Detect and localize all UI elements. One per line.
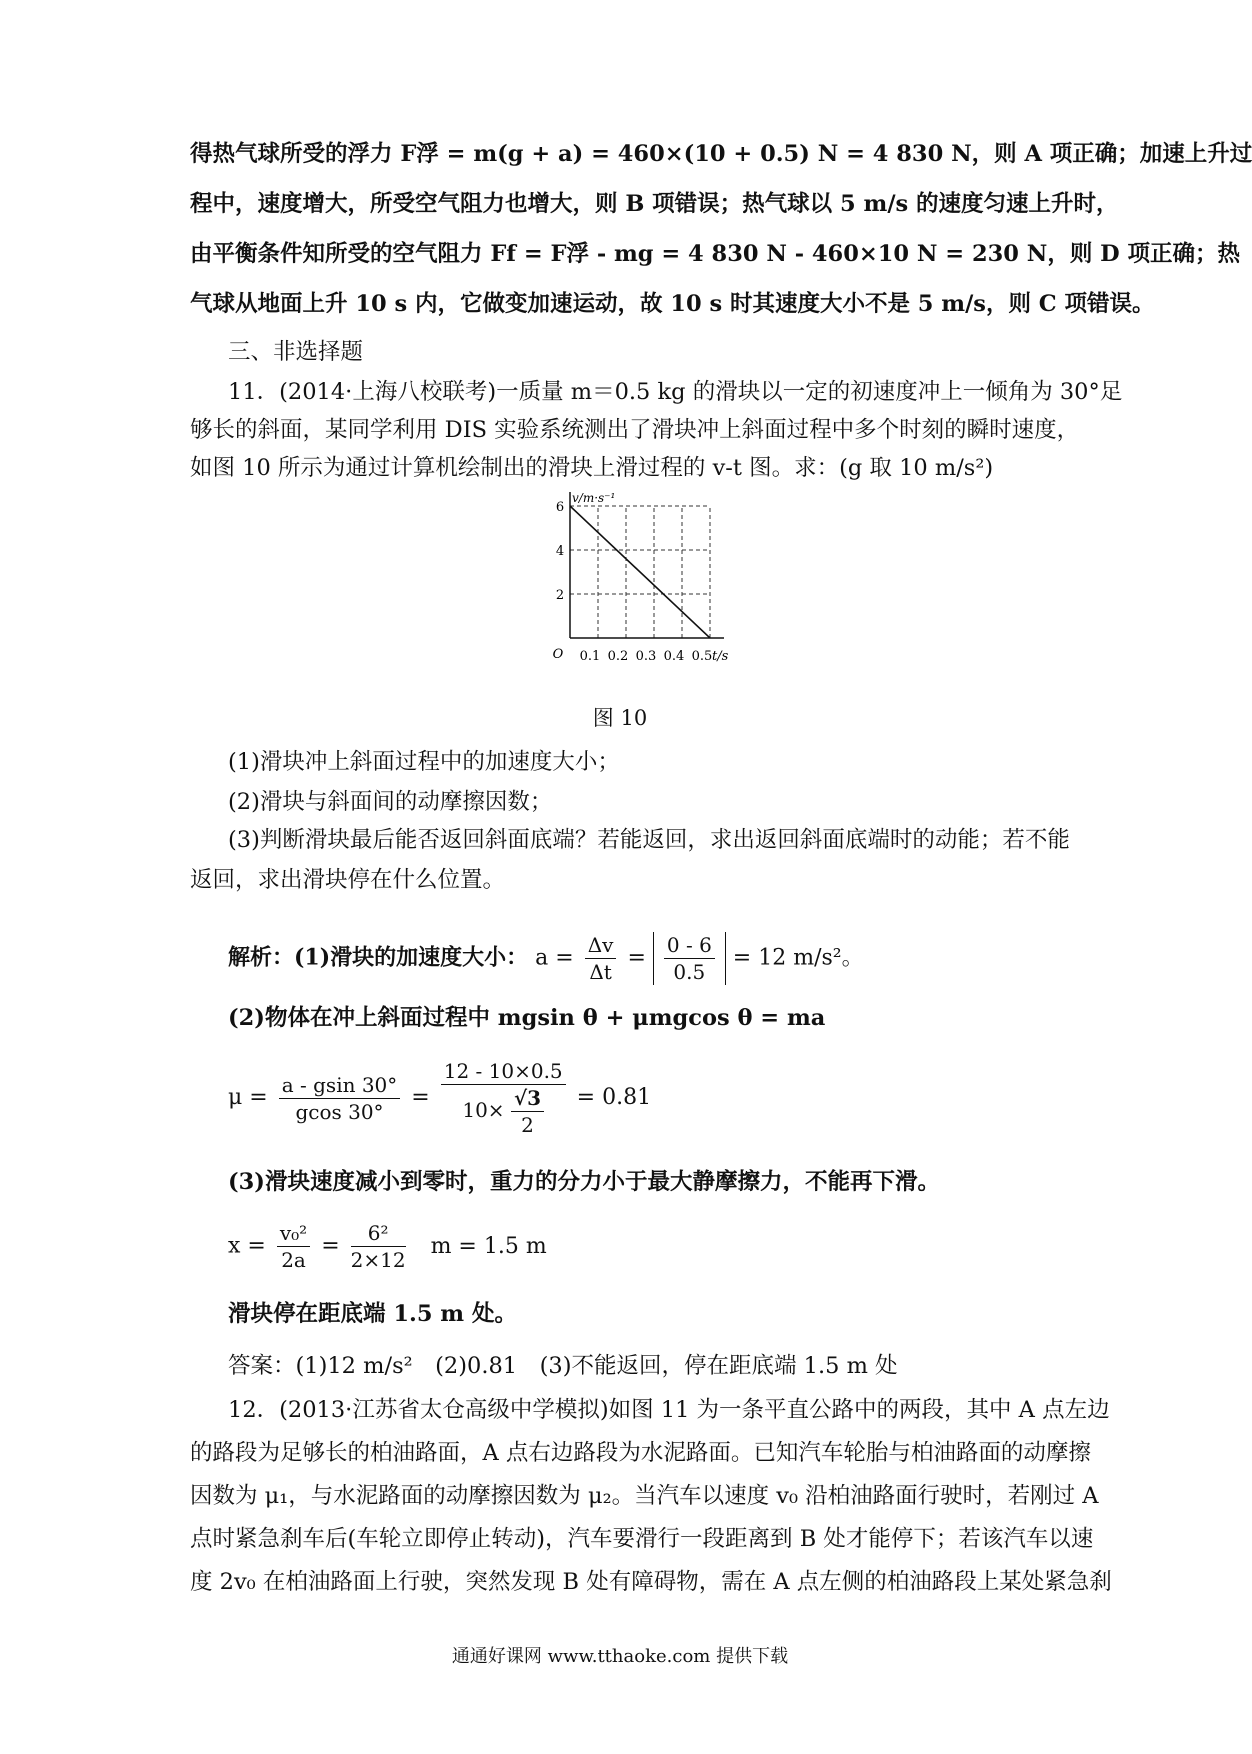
- equals-sign: =: [411, 1085, 430, 1110]
- fraction: [351, 1220, 406, 1273]
- fraction-numerator: 0 - 6: [664, 932, 715, 959]
- question-12-line: 度 2v₀ 在柏油路面上行驶，突然发现 B 处有障碍物，需在 A 点左侧的柏油路段上某处紧急刹: [190, 1569, 1112, 1595]
- solution-label: 解析：(1)滑块的加速度大小：: [228, 944, 529, 971]
- fraction: [664, 932, 715, 985]
- paragraph-line: 程中，速度增大，所受空气阻力也增大，则 B 项错误；热气球以 5 m/s 的速度匀速上升时，: [190, 191, 1119, 217]
- x-tick-label: 0.1: [579, 649, 601, 664]
- equation-result: = 0.81: [576, 1085, 652, 1110]
- absolute-value: [653, 932, 726, 985]
- y-tick-label: 2: [555, 588, 565, 603]
- page-footer: 通通好课网 www.tthaoke.com 提供下载: [451, 1646, 789, 1667]
- fraction-numerator: a - gsin 30°: [279, 1072, 401, 1099]
- equals-sign: =: [627, 945, 646, 971]
- question-11-line: 够长的斜面，某同学利用 DIS 实验系统测出了滑块冲上斜面过程中多个时刻的瞬时速度，: [190, 417, 1080, 443]
- equation-result: m = 1.5 m: [430, 1233, 547, 1259]
- fraction: [277, 1220, 310, 1273]
- x-tick-label: 0.4: [663, 649, 685, 664]
- sub-question: (3)判断滑块最后能否返回斜面底端？若能返回，求出返回斜面底端时的动能；若不能: [228, 827, 1070, 853]
- question-12-line: 点时紧急刹车后(车轮立即停止转动)，汽车要滑行一段距离到 B 处才能停下；若该汽车以速: [190, 1526, 1094, 1552]
- fraction-numerator: Δv: [585, 932, 617, 959]
- paragraph-line: 气球从地面上升 10 s 内，它做变加速运动，故 10 s 时其速度大小不是 5 m/s，则 C 项错误。: [190, 291, 1155, 317]
- x-tick-label: 0.3: [635, 649, 657, 664]
- fraction: [585, 932, 617, 985]
- y-axis-label: v/m·s⁻¹: [572, 491, 616, 505]
- fraction-numerator: 12 - 10×0.5: [441, 1058, 566, 1085]
- fraction: [441, 1058, 566, 1138]
- vt-graph-figure: [540, 488, 740, 678]
- equals-sign: =: [321, 1233, 340, 1259]
- question-12-line: 因数为 μ₁，与水泥路面的动摩擦因数为 μ₂。当汽车以速度 v₀ 沿柏油路面行驶时，若刚过 A: [190, 1483, 1099, 1509]
- fraction-numerator: v₀²: [277, 1220, 310, 1247]
- fraction-denominator: Δt: [589, 960, 612, 984]
- solution-step-2: (2)物体在冲上斜面过程中 mgsin θ + μmgcos θ = ma: [228, 1005, 826, 1031]
- velocity-line: [570, 506, 710, 638]
- y-tick-label: 4: [555, 544, 565, 559]
- x-axis-label: t/s: [712, 649, 729, 664]
- equation-result: = 12 m/s²。: [732, 945, 864, 971]
- fraction-denominator: [441, 1085, 566, 1138]
- equation-lhs: a =: [535, 945, 574, 971]
- equation-lhs: μ =: [228, 1085, 268, 1110]
- denominator-factor: 10×: [462, 1098, 505, 1122]
- x-tick-label: 0.2: [607, 649, 629, 664]
- friction-coefficient-equation: [228, 1058, 651, 1138]
- sqrt-three: √3: [511, 1085, 544, 1112]
- fraction-denominator: 0.5: [673, 960, 706, 984]
- section-title: 三、非选择题: [228, 339, 364, 365]
- fraction-numerator: 6²: [351, 1220, 406, 1247]
- question-11-line: 如图 10 所示为通过计算机绘制出的滑块上滑过程的 v-t 图。求：(g 取 10 m/s²): [190, 455, 994, 481]
- fraction: [511, 1085, 544, 1138]
- x-tick-label: 0.5: [691, 649, 713, 664]
- solution-conclusion: 滑块停在距底端 1.5 m 处。: [228, 1301, 517, 1327]
- question-11-line: 11．(2014·上海八校联考)一质量 m＝0.5 kg 的滑块以一定的初速度冲上一倾角为 30°足: [228, 379, 1123, 405]
- equation-lhs: x =: [228, 1233, 266, 1259]
- paragraph-line: 得热气球所受的浮力 F浮 = m(g + a) = 460×(10 + 0.5) N = 4 830 N，则 A 项正确；加速上升过: [190, 141, 1252, 167]
- figure-caption: 图 10: [592, 706, 648, 730]
- origin-label: O: [552, 647, 564, 662]
- fraction-denominator: 2a: [281, 1248, 306, 1272]
- solution-step-1: [228, 932, 864, 985]
- solution-step-3: (3)滑块速度减小到零时，重力的分力小于最大静摩擦力，不能再下滑。: [228, 1169, 940, 1195]
- fraction-denominator: 2×12: [350, 1248, 406, 1272]
- sub-question: (1)滑块冲上斜面过程中的加速度大小；: [228, 749, 620, 775]
- fraction-denominator: 2: [521, 1113, 534, 1137]
- answer-line: 答案：(1)12 m/s² (2)0.81 (3)不能返回，停在距底端 1.5 m 处: [228, 1353, 898, 1379]
- y-tick-label: 6: [555, 500, 565, 515]
- sub-question: (2)滑块与斜面间的动摩擦因数；: [228, 789, 553, 815]
- question-12-line: 12．(2013·江苏省太仓高级中学模拟)如图 11 为一条平直公路中的两段，其中 A 点左边: [228, 1397, 1110, 1423]
- fraction: [279, 1072, 401, 1125]
- sub-question: 返回，求出滑块停在什么位置。: [190, 867, 506, 893]
- distance-equation: [228, 1220, 547, 1273]
- fraction-denominator: gcos 30°: [295, 1099, 384, 1124]
- paragraph-line: 由平衡条件知所受的空气阻力 Ff = F浮 - mg = 4 830 N - 460×10 N = 230 N，则 D 项正确；热: [190, 241, 1240, 267]
- question-12-line: 的路段为足够长的柏油路面，A 点右边路段为水泥路面。已知汽车轮胎与柏油路面的动摩擦: [190, 1440, 1091, 1466]
